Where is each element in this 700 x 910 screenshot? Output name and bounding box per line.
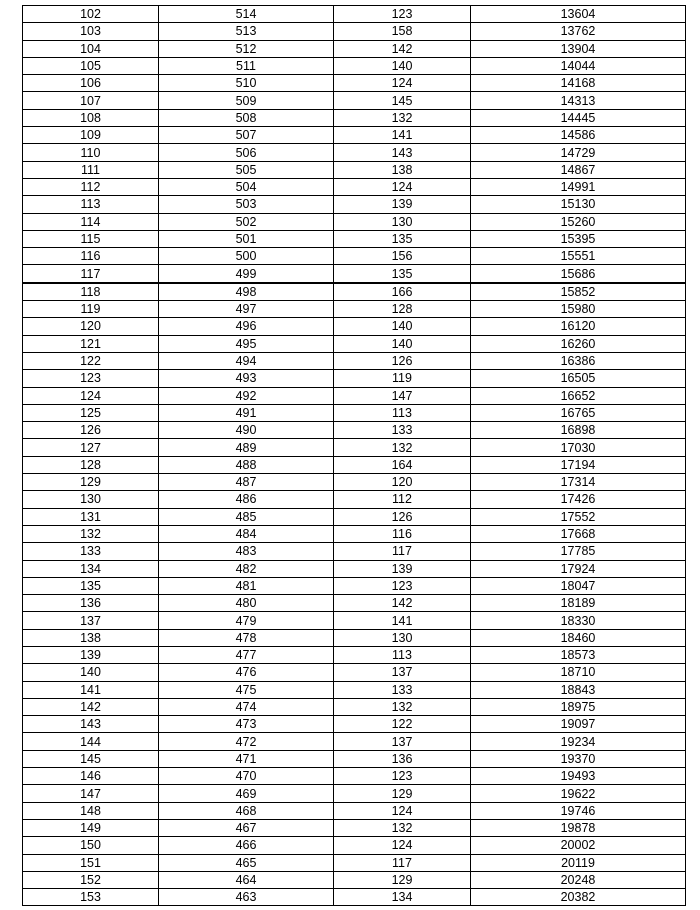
table-cell-col2: 466 xyxy=(159,837,334,854)
table-cell-col3: 126 xyxy=(334,508,471,525)
table-cell-col3: 122 xyxy=(334,716,471,733)
table-cell-col2: 468 xyxy=(159,802,334,819)
table-cell-col2: 482 xyxy=(159,560,334,577)
table-cell-col2: 512 xyxy=(159,40,334,57)
table-cell-col3: 123 xyxy=(334,6,471,23)
table-cell-col4: 17314 xyxy=(471,474,686,491)
table-cell-col4: 18330 xyxy=(471,612,686,629)
table-cell-col4: 18460 xyxy=(471,629,686,646)
table-row xyxy=(23,92,686,109)
table-cell-col2: 485 xyxy=(159,508,334,525)
table-cell-col2: 498 xyxy=(159,283,334,301)
table-cell-col1: 120 xyxy=(23,318,159,335)
table-cell-col3: 147 xyxy=(334,387,471,404)
table-cell-col1: 104 xyxy=(23,40,159,57)
table-cell-col1: 111 xyxy=(23,161,159,178)
table-cell-col1: 134 xyxy=(23,560,159,577)
table-cell-col3: 130 xyxy=(334,213,471,230)
table-row xyxy=(23,889,686,906)
table-cell-col4: 15980 xyxy=(471,301,686,318)
table-cell-col2: 513 xyxy=(159,23,334,40)
table-cell-col2: 514 xyxy=(159,6,334,23)
table-cell-col4: 17194 xyxy=(471,456,686,473)
table-cell-col3: 142 xyxy=(334,595,471,612)
table-cell-col2: 489 xyxy=(159,439,334,456)
table-cell-col4: 17426 xyxy=(471,491,686,508)
table-cell-col4: 14313 xyxy=(471,92,686,109)
table-cell-col2: 471 xyxy=(159,750,334,767)
table-cell-col3: 129 xyxy=(334,785,471,802)
table-row xyxy=(23,301,686,318)
table-cell-col3: 130 xyxy=(334,629,471,646)
table-row xyxy=(23,248,686,265)
table-cell-col4: 18710 xyxy=(471,664,686,681)
table-cell-col4: 20002 xyxy=(471,837,686,854)
table-cell-col2: 469 xyxy=(159,785,334,802)
table-cell-col4: 14586 xyxy=(471,127,686,144)
table-row xyxy=(23,543,686,560)
table-cell-col1: 141 xyxy=(23,681,159,698)
table-cell-col1: 121 xyxy=(23,335,159,352)
table-cell-col1: 150 xyxy=(23,837,159,854)
table-row xyxy=(23,196,686,213)
table-cell-col3: 133 xyxy=(334,681,471,698)
table-cell-col4: 19878 xyxy=(471,819,686,836)
table-cell-col1: 117 xyxy=(23,265,159,283)
table-cell-col2: 502 xyxy=(159,213,334,230)
table-row xyxy=(23,6,686,23)
table-cell-col3: 126 xyxy=(334,352,471,369)
table-row xyxy=(23,819,686,836)
table-row xyxy=(23,109,686,126)
score-table-body xyxy=(23,6,686,906)
table-cell-col4: 16260 xyxy=(471,335,686,352)
table-cell-col2: 479 xyxy=(159,612,334,629)
table-cell-col1: 132 xyxy=(23,525,159,542)
table-cell-col2: 491 xyxy=(159,404,334,421)
table-cell-col4: 14729 xyxy=(471,144,686,161)
table-row xyxy=(23,422,686,439)
table-cell-col3: 145 xyxy=(334,92,471,109)
table-row xyxy=(23,404,686,421)
table-row xyxy=(23,785,686,802)
table-cell-col4: 14168 xyxy=(471,75,686,92)
table-cell-col1: 119 xyxy=(23,301,159,318)
table-cell-col1: 103 xyxy=(23,23,159,40)
table-cell-col2: 497 xyxy=(159,301,334,318)
table-cell-col1: 144 xyxy=(23,733,159,750)
table-cell-col4: 15551 xyxy=(471,248,686,265)
table-cell-col4: 14044 xyxy=(471,57,686,74)
table-cell-col3: 158 xyxy=(334,23,471,40)
table-cell-col3: 124 xyxy=(334,802,471,819)
table-cell-col1: 143 xyxy=(23,716,159,733)
table-cell-col3: 140 xyxy=(334,57,471,74)
table-cell-col1: 115 xyxy=(23,230,159,247)
table-cell-col1: 137 xyxy=(23,612,159,629)
table-cell-col4: 17030 xyxy=(471,439,686,456)
table-row xyxy=(23,161,686,178)
table-cell-col1: 153 xyxy=(23,889,159,906)
table-cell-col2: 467 xyxy=(159,819,334,836)
table-cell-col2: 480 xyxy=(159,595,334,612)
table-cell-col3: 140 xyxy=(334,335,471,352)
table-cell-col3: 132 xyxy=(334,109,471,126)
table-row xyxy=(23,698,686,715)
table-cell-col2: 504 xyxy=(159,178,334,195)
table-cell-col4: 19234 xyxy=(471,733,686,750)
table-cell-col4: 16386 xyxy=(471,352,686,369)
table-cell-col4: 13604 xyxy=(471,6,686,23)
table-cell-col2: 511 xyxy=(159,57,334,74)
table-cell-col1: 118 xyxy=(23,283,159,301)
table-cell-col3: 116 xyxy=(334,525,471,542)
table-row xyxy=(23,629,686,646)
table-cell-col4: 17668 xyxy=(471,525,686,542)
table-cell-col4: 19370 xyxy=(471,750,686,767)
table-cell-col3: 120 xyxy=(334,474,471,491)
table-row xyxy=(23,837,686,854)
table-cell-col2: 503 xyxy=(159,196,334,213)
table-row xyxy=(23,577,686,594)
table-row xyxy=(23,646,686,663)
table-cell-col4: 18975 xyxy=(471,698,686,715)
table-cell-col3: 124 xyxy=(334,75,471,92)
table-cell-col2: 487 xyxy=(159,474,334,491)
table-cell-col1: 110 xyxy=(23,144,159,161)
table-cell-col1: 129 xyxy=(23,474,159,491)
table-row xyxy=(23,283,686,301)
table-row xyxy=(23,40,686,57)
table-cell-col3: 156 xyxy=(334,248,471,265)
table-cell-col4: 16120 xyxy=(471,318,686,335)
table-row xyxy=(23,768,686,785)
table-cell-col4: 13762 xyxy=(471,23,686,40)
table-cell-col3: 164 xyxy=(334,456,471,473)
table-cell-col4: 13904 xyxy=(471,40,686,57)
table-cell-col2: 494 xyxy=(159,352,334,369)
table-cell-col1: 130 xyxy=(23,491,159,508)
table-cell-col4: 17785 xyxy=(471,543,686,560)
table-cell-col3: 113 xyxy=(334,646,471,663)
table-cell-col1: 151 xyxy=(23,854,159,871)
table-cell-col3: 129 xyxy=(334,871,471,888)
table-cell-col3: 136 xyxy=(334,750,471,767)
table-row xyxy=(23,127,686,144)
table-cell-col3: 132 xyxy=(334,698,471,715)
table-cell-col1: 131 xyxy=(23,508,159,525)
table-cell-col1: 108 xyxy=(23,109,159,126)
table-row xyxy=(23,23,686,40)
table-cell-col4: 17924 xyxy=(471,560,686,577)
table-cell-col4: 14867 xyxy=(471,161,686,178)
table-row xyxy=(23,681,686,698)
table-cell-col2: 476 xyxy=(159,664,334,681)
table-cell-col1: 139 xyxy=(23,646,159,663)
table-cell-col3: 139 xyxy=(334,560,471,577)
table-cell-col2: 481 xyxy=(159,577,334,594)
table-cell-col4: 16652 xyxy=(471,387,686,404)
table-cell-col1: 106 xyxy=(23,75,159,92)
table-cell-col1: 125 xyxy=(23,404,159,421)
table-row xyxy=(23,733,686,750)
table-cell-col1: 105 xyxy=(23,57,159,74)
table-cell-col1: 138 xyxy=(23,629,159,646)
table-cell-col2: 484 xyxy=(159,525,334,542)
table-cell-col1: 145 xyxy=(23,750,159,767)
table-cell-col3: 141 xyxy=(334,612,471,629)
table-row xyxy=(23,854,686,871)
table-cell-col4: 19493 xyxy=(471,768,686,785)
table-cell-col2: 486 xyxy=(159,491,334,508)
table-row xyxy=(23,612,686,629)
table-cell-col2: 509 xyxy=(159,92,334,109)
table-cell-col2: 477 xyxy=(159,646,334,663)
table-cell-col4: 15395 xyxy=(471,230,686,247)
table-cell-col1: 126 xyxy=(23,422,159,439)
table-cell-col3: 135 xyxy=(334,265,471,283)
table-cell-col4: 14445 xyxy=(471,109,686,126)
table-cell-col4: 18189 xyxy=(471,595,686,612)
table-cell-col3: 140 xyxy=(334,318,471,335)
table-cell-col2: 508 xyxy=(159,109,334,126)
table-cell-col4: 15686 xyxy=(471,265,686,283)
table-row xyxy=(23,474,686,491)
table-row xyxy=(23,144,686,161)
table-cell-col3: 123 xyxy=(334,577,471,594)
table-cell-col4: 20382 xyxy=(471,889,686,906)
table-cell-col3: 134 xyxy=(334,889,471,906)
table-cell-col2: 496 xyxy=(159,318,334,335)
table-cell-col3: 137 xyxy=(334,733,471,750)
table-row xyxy=(23,75,686,92)
table-cell-col3: 117 xyxy=(334,543,471,560)
table-row xyxy=(23,178,686,195)
table-cell-col2: 474 xyxy=(159,698,334,715)
table-cell-col1: 147 xyxy=(23,785,159,802)
table-cell-col3: 124 xyxy=(334,837,471,854)
table-cell-col2: 499 xyxy=(159,265,334,283)
table-cell-col3: 117 xyxy=(334,854,471,871)
table-row xyxy=(23,508,686,525)
table-row xyxy=(23,750,686,767)
table-cell-col3: 119 xyxy=(334,370,471,387)
table-cell-col4: 15260 xyxy=(471,213,686,230)
table-cell-col2: 507 xyxy=(159,127,334,144)
table-cell-col4: 16898 xyxy=(471,422,686,439)
table-cell-col4: 19097 xyxy=(471,716,686,733)
table-cell-col3: 138 xyxy=(334,161,471,178)
table-cell-col1: 146 xyxy=(23,768,159,785)
table-cell-col3: 112 xyxy=(334,491,471,508)
table-cell-col3: 166 xyxy=(334,283,471,301)
table-cell-col4: 19746 xyxy=(471,802,686,819)
table-cell-col2: 465 xyxy=(159,854,334,871)
table-cell-col4: 20119 xyxy=(471,854,686,871)
table-cell-col3: 139 xyxy=(334,196,471,213)
table-cell-col1: 127 xyxy=(23,439,159,456)
table-cell-col3: 137 xyxy=(334,664,471,681)
table-cell-col4: 18047 xyxy=(471,577,686,594)
table-row xyxy=(23,230,686,247)
table-row xyxy=(23,213,686,230)
table-row xyxy=(23,318,686,335)
table-row xyxy=(23,664,686,681)
table-cell-col3: 132 xyxy=(334,439,471,456)
table-cell-col4: 19622 xyxy=(471,785,686,802)
table-cell-col2: 464 xyxy=(159,871,334,888)
table-row xyxy=(23,525,686,542)
table-cell-col3: 132 xyxy=(334,819,471,836)
table-cell-col4: 15130 xyxy=(471,196,686,213)
table-row xyxy=(23,871,686,888)
table-row xyxy=(23,560,686,577)
table-row xyxy=(23,595,686,612)
table-cell-col1: 123 xyxy=(23,370,159,387)
table-cell-col2: 463 xyxy=(159,889,334,906)
table-cell-col2: 493 xyxy=(159,370,334,387)
table-cell-col1: 149 xyxy=(23,819,159,836)
table-row xyxy=(23,491,686,508)
table-cell-col1: 102 xyxy=(23,6,159,23)
table-cell-col2: 501 xyxy=(159,230,334,247)
table-cell-col3: 133 xyxy=(334,422,471,439)
table-cell-col2: 472 xyxy=(159,733,334,750)
table-cell-col3: 135 xyxy=(334,230,471,247)
table-cell-col1: 116 xyxy=(23,248,159,265)
table-cell-col1: 136 xyxy=(23,595,159,612)
table-cell-col1: 133 xyxy=(23,543,159,560)
table-cell-col4: 15852 xyxy=(471,283,686,301)
table-cell-col1: 140 xyxy=(23,664,159,681)
table-cell-col2: 510 xyxy=(159,75,334,92)
table-cell-col4: 16765 xyxy=(471,404,686,421)
table-cell-col2: 473 xyxy=(159,716,334,733)
table-cell-col3: 124 xyxy=(334,178,471,195)
table-cell-col3: 113 xyxy=(334,404,471,421)
table-cell-col1: 109 xyxy=(23,127,159,144)
table-row xyxy=(23,352,686,369)
table-cell-col1: 128 xyxy=(23,456,159,473)
table-cell-col4: 18843 xyxy=(471,681,686,698)
table-row xyxy=(23,456,686,473)
table-cell-col2: 483 xyxy=(159,543,334,560)
table-row xyxy=(23,265,686,283)
table-row xyxy=(23,370,686,387)
table-cell-col3: 123 xyxy=(334,768,471,785)
table-cell-col2: 470 xyxy=(159,768,334,785)
table-cell-col1: 152 xyxy=(23,871,159,888)
table-cell-col1: 107 xyxy=(23,92,159,109)
table-cell-col4: 16505 xyxy=(471,370,686,387)
table-cell-col4: 17552 xyxy=(471,508,686,525)
table-row xyxy=(23,802,686,819)
table-cell-col3: 141 xyxy=(334,127,471,144)
table-cell-col2: 478 xyxy=(159,629,334,646)
score-table xyxy=(22,5,686,906)
table-cell-col2: 488 xyxy=(159,456,334,473)
table-cell-col2: 492 xyxy=(159,387,334,404)
table-cell-col1: 135 xyxy=(23,577,159,594)
table-row xyxy=(23,439,686,456)
table-cell-col3: 143 xyxy=(334,144,471,161)
table-cell-col1: 113 xyxy=(23,196,159,213)
table-row xyxy=(23,57,686,74)
table-cell-col2: 506 xyxy=(159,144,334,161)
table-cell-col4: 14991 xyxy=(471,178,686,195)
table-cell-col1: 112 xyxy=(23,178,159,195)
table-cell-col3: 128 xyxy=(334,301,471,318)
table-cell-col1: 148 xyxy=(23,802,159,819)
table-cell-col1: 142 xyxy=(23,698,159,715)
table-cell-col2: 505 xyxy=(159,161,334,178)
table-cell-col4: 18573 xyxy=(471,646,686,663)
table-cell-col2: 475 xyxy=(159,681,334,698)
table-row xyxy=(23,335,686,352)
table-cell-col1: 114 xyxy=(23,213,159,230)
table-cell-col4: 20248 xyxy=(471,871,686,888)
table-cell-col2: 500 xyxy=(159,248,334,265)
table-cell-col1: 122 xyxy=(23,352,159,369)
table-cell-col3: 142 xyxy=(334,40,471,57)
table-row xyxy=(23,387,686,404)
table-cell-col2: 490 xyxy=(159,422,334,439)
table-row xyxy=(23,716,686,733)
table-cell-col1: 124 xyxy=(23,387,159,404)
table-cell-col2: 495 xyxy=(159,335,334,352)
